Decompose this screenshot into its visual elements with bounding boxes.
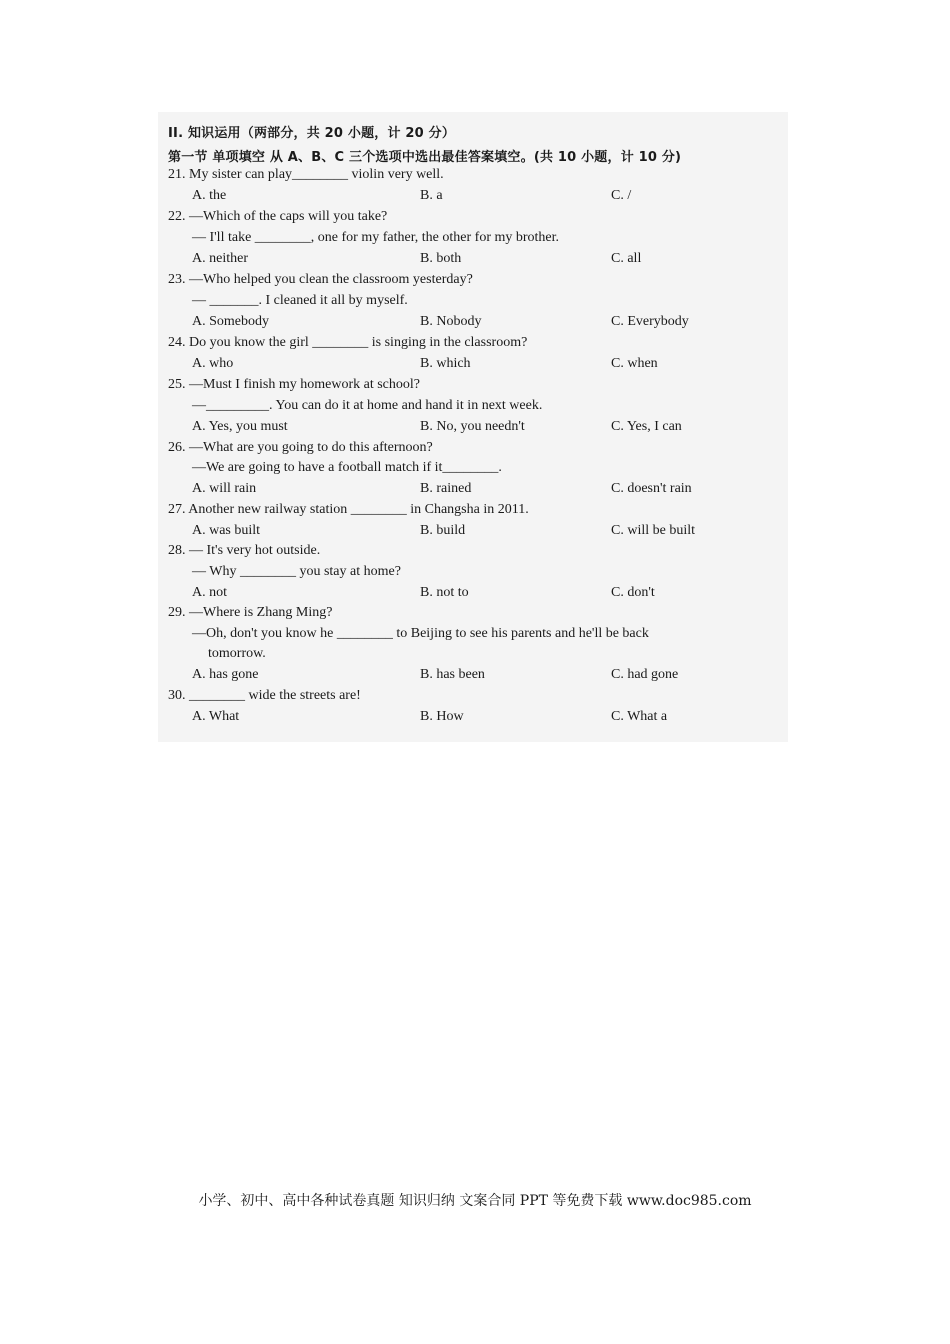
option-b: B. a: [420, 188, 443, 203]
question-line: —Oh, don't you know he ________ to Beijing to see his parents and he'll be back: [192, 626, 649, 641]
option-a: A. has gone: [192, 667, 259, 682]
option-a: A. will rain: [192, 481, 257, 496]
option-c: C. Yes, I can: [611, 419, 682, 434]
option-c: C. had gone: [611, 667, 679, 682]
option-b: B. which: [420, 356, 471, 371]
option-c: C. don't: [611, 585, 655, 600]
option-c: C. What a: [611, 709, 668, 724]
question-line: — Why ________ you stay at home?: [192, 564, 401, 579]
option-a: A. What: [192, 709, 240, 724]
question-line: 23. —Who helped you clean the classroom yesterday?: [168, 272, 473, 287]
option-c: C. will be built: [611, 523, 695, 538]
question-line: 21. My sister can play________ violin very well.: [168, 167, 444, 182]
question-line: — _______. I cleaned it all by myself.: [192, 293, 408, 308]
question-line: 26. —What are you going to do this afternoon?: [168, 440, 433, 455]
option-a: A. Yes, you must: [192, 419, 288, 434]
footer-download-note: 小学、初中、高中各种试卷真题 知识归纳 文案合同 PPT 等免费下载 www.doc985.com: [198, 1193, 752, 1209]
question-line: 29. —Where is Zhang Ming?: [168, 605, 333, 620]
question-line: 24. Do you know the girl ________ is singing in the classroom?: [168, 335, 528, 350]
option-b: B. build: [420, 523, 466, 538]
option-c: C. /: [611, 188, 632, 203]
question-line: tomorrow.: [208, 646, 266, 661]
option-b: B. not to: [420, 585, 469, 600]
question-line: 25. —Must I finish my homework at school?: [168, 377, 420, 392]
option-a: A. was built: [192, 523, 261, 538]
option-b: B. both: [420, 251, 462, 266]
section-title: 第一节 单项填空 从 A、B、C 三个选项中选出最佳答案填空。(共 10 小题，计 10 分): [168, 150, 682, 165]
option-a: A. neither: [192, 251, 248, 266]
option-a: A. not: [192, 585, 227, 600]
question-line: 22. —Which of the caps will you take?: [168, 209, 388, 224]
option-c: C. when: [611, 356, 658, 371]
part-title: II. 知识运用（两部分，共 20 小题，计 20 分）: [168, 126, 456, 141]
option-b: B. Nobody: [420, 314, 482, 329]
question-line: —_________. You can do it at home and hand it in next week.: [192, 398, 543, 413]
option-a: A. Somebody: [192, 314, 269, 329]
option-c: C. Everybody: [611, 314, 689, 329]
option-c: C. all: [611, 251, 642, 266]
question-line: 30. ________ wide the streets are!: [168, 688, 361, 703]
option-b: B. How: [420, 709, 464, 724]
question-line: 28. — It's very hot outside.: [168, 543, 321, 558]
option-c: C. doesn't rain: [611, 481, 692, 496]
option-a: A. who: [192, 356, 234, 371]
question-line: —We are going to have a football match if it________.: [192, 460, 502, 475]
option-b: B. No, you needn't: [420, 419, 525, 434]
option-b: B. has been: [420, 667, 485, 682]
option-a: A. the: [192, 188, 227, 203]
option-b: B. rained: [420, 481, 472, 496]
question-line: — I'll take ________, one for my father, the other for my brother.: [192, 230, 560, 245]
question-line: 27. Another new railway station ________ in Changsha in 2011.: [168, 502, 529, 517]
